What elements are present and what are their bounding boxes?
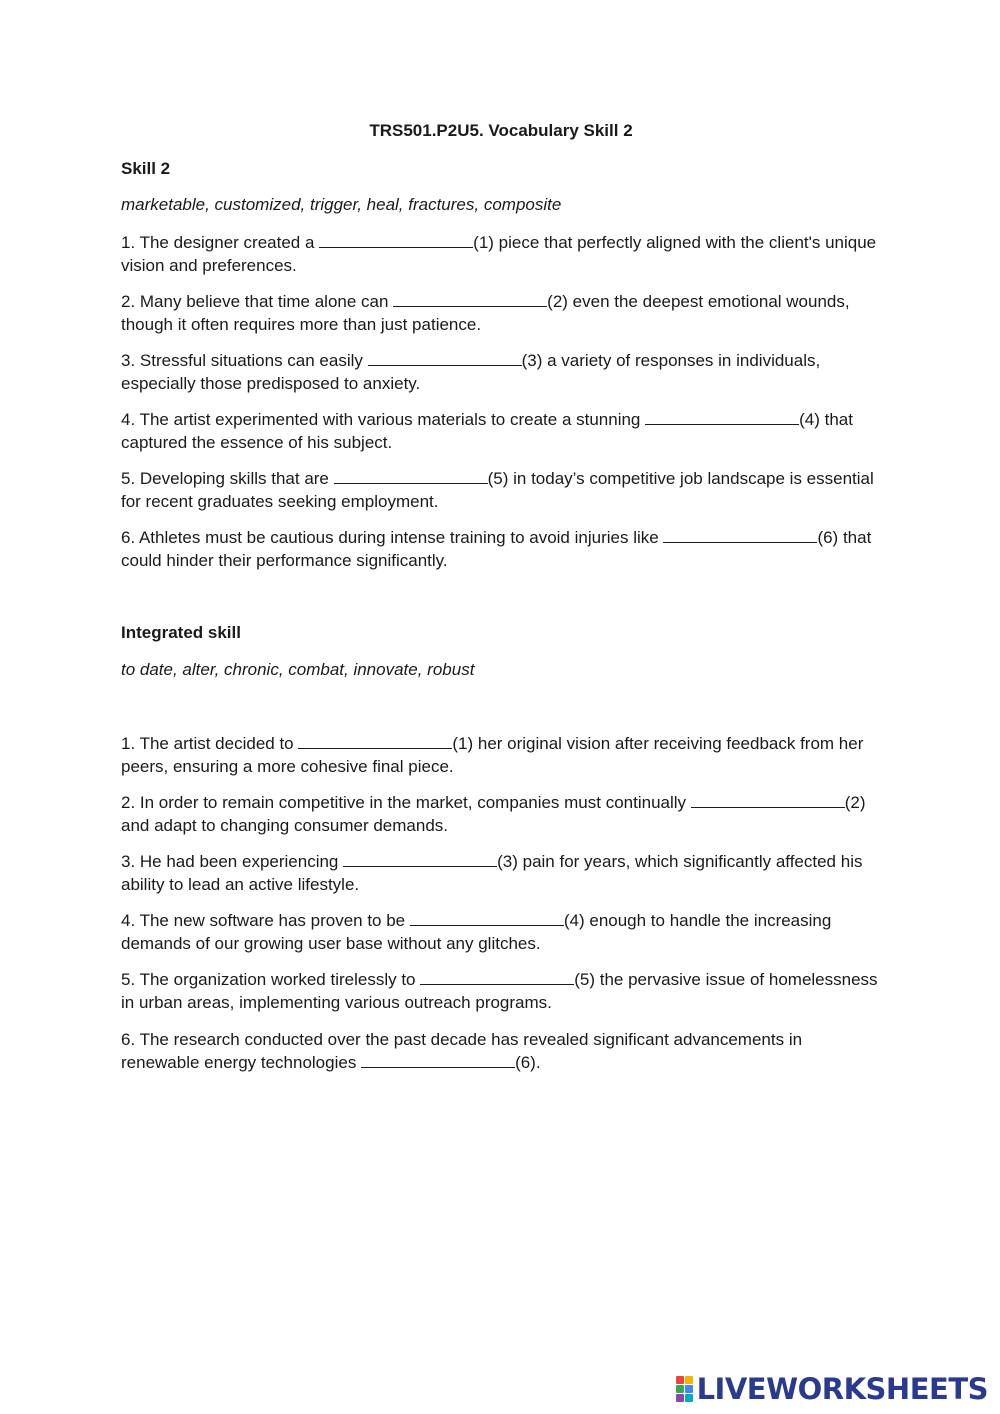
question-2-1: 1. The artist decided to (1) her original vision after receiving feedback from her peers, ensuring a more cohesive final piece. (121, 734, 864, 776)
section-heading-integrated-skill: Integrated skill (121, 623, 241, 642)
answer-blank[interactable] (368, 351, 522, 366)
question-1-5: 5. Developing skills that are (5) in today’s competitive job landscape is essential for recent graduates seeking employment. (121, 469, 874, 511)
answer-blank[interactable] (420, 970, 574, 985)
answer-blank[interactable] (298, 734, 452, 749)
logo-square (685, 1394, 693, 1402)
liveworksheets-logo-icon (676, 1376, 693, 1402)
answer-blank[interactable] (393, 292, 547, 307)
section-heading-skill-2: Skill 2 (121, 159, 171, 178)
question-2-2: 2. In order to remain competitive in the market, companies must continually (2) and adapt to changing consumer demands. (121, 793, 866, 835)
answer-blank[interactable] (645, 410, 799, 425)
answer-blank[interactable] (410, 911, 564, 926)
answer-blank[interactable] (319, 233, 473, 248)
question-1-3: 3. Stressful situations can easily (3) a variety of responses in individuals, especially those predisposed to anxiety. (121, 351, 821, 393)
logo-square (685, 1376, 693, 1384)
answer-blank[interactable] (361, 1053, 515, 1068)
word-bank-integrated-skill: to date, alter, chronic, combat, innovate, robust (121, 660, 475, 679)
answer-blank[interactable] (334, 469, 488, 484)
answer-blank[interactable] (663, 528, 817, 543)
question-2-6: 6. The research conducted over the past decade has revealed significant advancements in renewable energy technologies (6). (121, 1030, 803, 1072)
question-1-2: 2. Many believe that time alone can (2) even the deepest emotional wounds, though it often requires more than just patience. (121, 292, 850, 334)
answer-blank[interactable] (691, 793, 845, 808)
logo-square (676, 1394, 684, 1402)
logo-text: LIVEWORKSHEETS (696, 1372, 988, 1406)
answer-blank[interactable] (343, 852, 497, 867)
question-2-5: 5. The organization worked tirelessly to (5) the pervasive issue of homelessness in urban areas, implementing various outreach programs. (121, 970, 878, 1012)
logo-square (676, 1376, 684, 1384)
liveworksheets-logo[interactable] (676, 1372, 988, 1406)
page-title: TRS501.P2U5. Vocabulary Skill 2 (369, 121, 633, 140)
question-2-3: 3. He had been experiencing (3) pain for years, which significantly affected his ability to lead an active lifestyle. (121, 852, 863, 894)
question-1-1: 1. The designer created a (1) piece that perfectly aligned with the client's unique vision and preferences. (121, 233, 877, 275)
logo-square (676, 1385, 684, 1393)
question-1-4: 4. The artist experimented with various materials to create a stunning (4) that captured the essence of his subject. (121, 410, 853, 452)
logo-square (685, 1385, 693, 1393)
question-1-6: 6. Athletes must be cautious during intense training to avoid injuries like (6) that could hinder their performance significantly. (121, 528, 872, 570)
question-2-4: 4. The new software has proven to be (4) enough to handle the increasing demands of our growing user base without any glitches. (121, 911, 832, 953)
word-bank-skill-2: marketable, customized, trigger, heal, fractures, composite (121, 195, 562, 214)
